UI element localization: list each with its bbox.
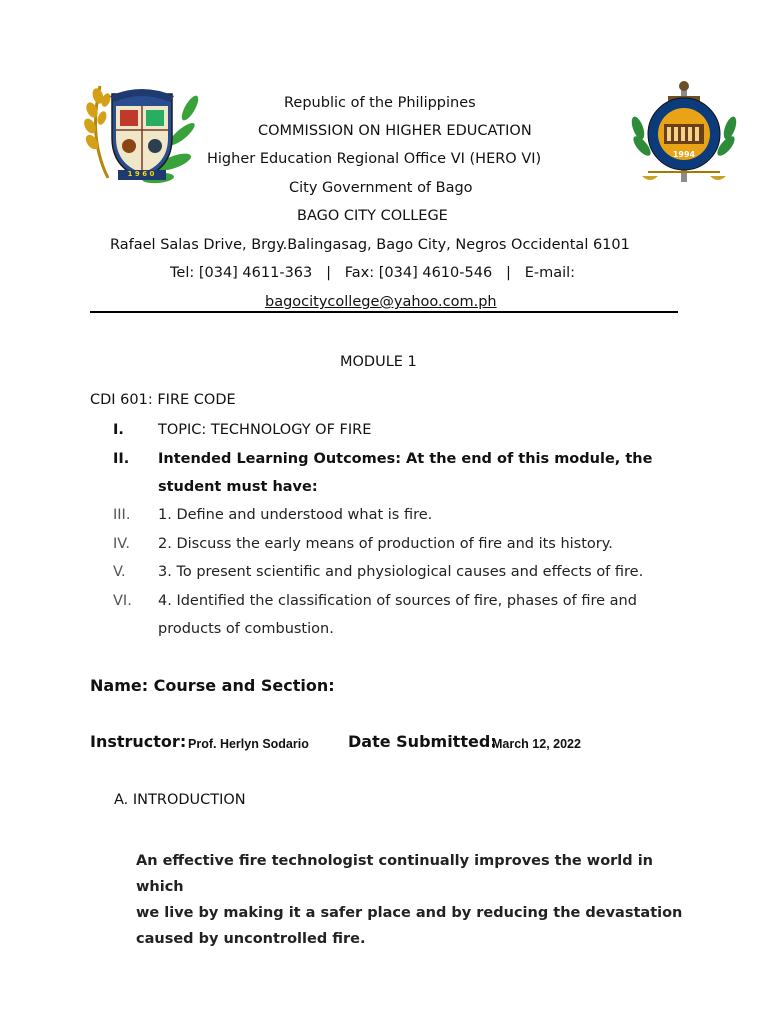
contact-text: Tel: [034] 4611-363 | Fax: [034] 4610-546 | E-mail: [170, 265, 576, 281]
item-num-6: VI. [113, 593, 132, 609]
course-title: CDI 601: FIRE CODE [90, 392, 236, 408]
email-link[interactable]: bagocitycollege@yahoo.com.ph [265, 294, 497, 310]
outcome-3: 3. To present scientific and physiological causes and effects of fire. [158, 564, 644, 580]
instructor-value: Prof. Herlyn Sodario [188, 737, 309, 751]
learning-outcomes-line: Intended Learning Outcomes: At the end of this module, the [158, 451, 653, 467]
college-name: BAGO CITY COLLEGE [297, 208, 448, 224]
date-submitted-value: March 12, 2022 [492, 737, 581, 751]
instructor-label: Instructor: [90, 732, 187, 751]
intro-line-1: An effective fire technologist continually improves the world in which [136, 853, 654, 895]
header-divider [90, 311, 678, 313]
date-submitted-label: Date Submitted: [348, 732, 497, 751]
criminology-seal [628, 80, 740, 186]
introduction-paragraph [136, 848, 696, 952]
learning-outcomes-cont: student must have: [158, 479, 318, 495]
regional-office-line: Higher Education Regional Office VI (HERO VI) [207, 151, 542, 167]
item-num-5: V. [113, 564, 126, 580]
republic-line: Republic of the Philippines [284, 95, 476, 111]
left-seal-year: 1 9 6 0 [127, 170, 155, 178]
item-num-3: III. [113, 507, 131, 523]
name-course-section-label: Name: Course and Section: [90, 676, 335, 695]
item-num-1: I. [113, 422, 124, 438]
outcome-4: 4. Identified the classification of sources of fire, phases of fire and [158, 593, 637, 609]
address-line: Rafael Salas Drive, Brgy.Balingasag, Bago City, Negros Occidental 6101 [110, 237, 630, 253]
item-num-4: IV. [113, 536, 130, 552]
right-seal-year: 1994 [672, 150, 696, 159]
item-num-2: II. [113, 451, 130, 467]
city-government-line: City Government of Bago [289, 180, 473, 196]
outcome-1: 1. Define and understood what is fire. [158, 507, 433, 523]
intro-line-2: we live by making it a safer place and by reducing the devastation [136, 905, 683, 921]
outcome-4-cont: products of combustion. [158, 621, 334, 637]
contact-line [170, 264, 575, 282]
introduction-heading: A. INTRODUCTION [114, 792, 246, 808]
outcome-2: 2. Discuss the early means of production of fire and its history. [158, 536, 613, 552]
commission-line: COMMISSION ON HIGHER EDUCATION [258, 123, 532, 139]
topic-line: TOPIC: TECHNOLOGY OF FIRE [158, 422, 372, 438]
intro-line-3: caused by uncontrolled fire. [136, 931, 366, 947]
module-title: MODULE 1 [340, 354, 417, 370]
